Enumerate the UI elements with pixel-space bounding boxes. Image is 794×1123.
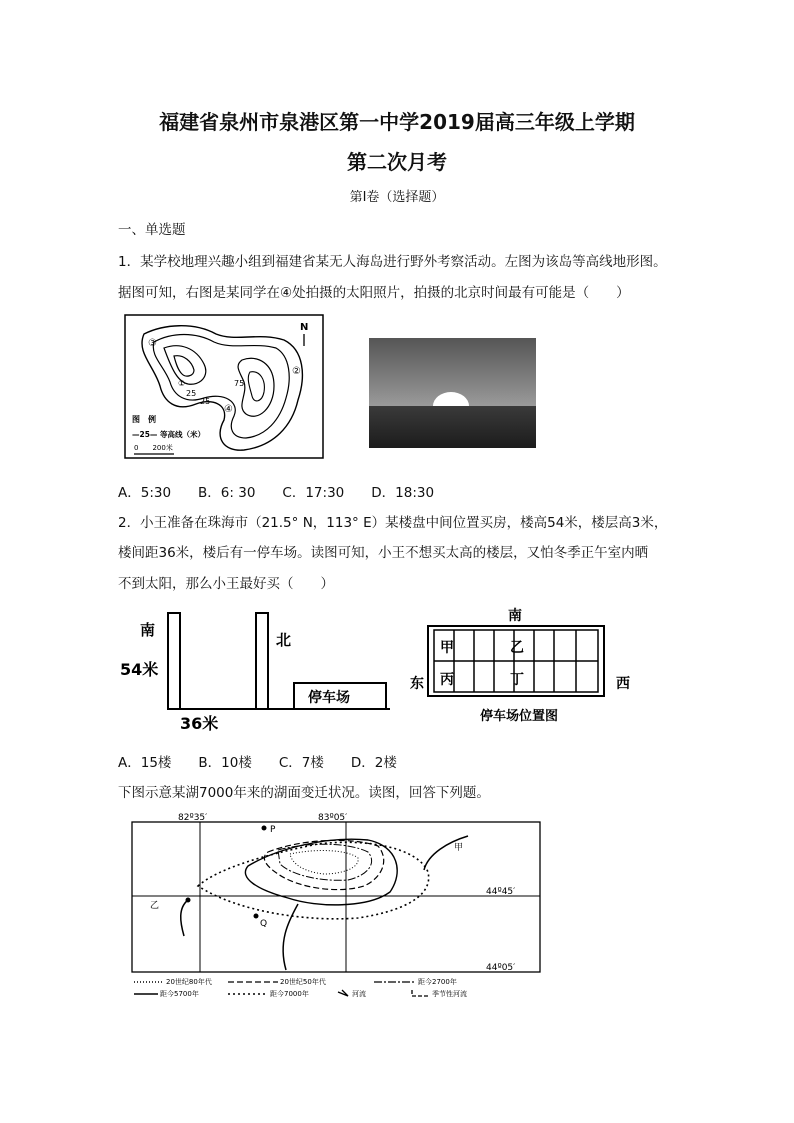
building-section-figure [118, 605, 398, 735]
legend-80s: 20世纪80年代 [166, 978, 212, 986]
grid-west: 西 [616, 676, 630, 692]
exam-title-line2: 第二次月考 [347, 150, 447, 174]
scale-bar: 0 200米 [134, 444, 173, 452]
island-contour-map [124, 314, 324, 459]
grid-south: 南 [508, 608, 522, 624]
contour-label-25a: 25 [186, 389, 197, 398]
marker-3: ③ [148, 338, 157, 349]
point-q: Q [260, 919, 268, 929]
q2-text-line1: 2．小王准备在珠海市（21.5° N，113° E）某楼盘中间位置买房，楼高54米，楼层高3米， [118, 515, 668, 531]
contour-label-75a: 75 [234, 379, 245, 388]
q1-options: A．5:30 B．6: 30 C．17:30 D．18:30 [118, 485, 435, 501]
point-p: P [270, 825, 276, 835]
point-jia: 甲 [454, 843, 464, 853]
label-parking: 停车场 [308, 690, 350, 706]
q2-text-line2: 楼间距36米，楼后有一停车场。读图可知，小王不想买太高的楼层，又怕冬季正午室内晒 [118, 545, 649, 561]
legend-2700: 距今2700年 [418, 978, 457, 986]
exam-title-line1: 福建省泉州市泉港区第一中学2019届高三年级上学期 [159, 110, 635, 134]
q2-options: A．15楼 B．10楼 C．7楼 D．2楼 [118, 755, 397, 771]
section-heading: 一、单选题 [118, 222, 186, 238]
legend-title: 图 例 [132, 415, 156, 424]
parking-layout-figure [408, 600, 638, 730]
label-north: 北 [276, 631, 292, 649]
lat-label-2: 44º05′ [486, 963, 516, 973]
cell-bing: 丙 [440, 672, 454, 688]
marker-1: ① [178, 379, 186, 388]
grid-east: 东 [410, 676, 424, 692]
legend-river: 河流 [352, 990, 366, 998]
cell-ding: 丁 [510, 672, 524, 688]
marker-2: ② [292, 366, 301, 377]
label-distance: 36米 [180, 714, 219, 733]
legend-contour: —25— 等高线（米） [132, 430, 206, 439]
section-volume: 第Ⅰ卷（选择题） [349, 190, 445, 205]
sunset-photo [369, 338, 536, 448]
legend-5700: 距今5700年 [160, 990, 199, 998]
legend-50s: 20世纪50年代 [280, 978, 326, 986]
lon-label-1: 82º35′ [178, 813, 208, 823]
label-south: 南 [140, 621, 156, 639]
q1-text-line1: 1．某学校地理兴趣小组到福建省某无人海岛进行野外考察活动。左图为该岛等高线地形图。 [118, 254, 667, 270]
contour-label-25b: 25 [200, 397, 211, 406]
cell-jia: 甲 [440, 640, 454, 656]
marker-4: ④ [224, 404, 233, 415]
legend-seasonal-river: 季节性河流 [432, 990, 467, 998]
lat-label-1: 44º45′ [486, 887, 516, 897]
legend-7000: 距今7000年 [270, 990, 309, 998]
q2-text-line3: 不到太阳，那么小王最好买（ ） [118, 576, 334, 592]
point-yi: 乙 [150, 901, 160, 911]
q1-text-line2: 据图可知，右图是某同学在④处拍摄的太阳照片，拍摄的北京时间最有可能是（ ） [118, 285, 630, 301]
label-height: 54米 [120, 660, 159, 679]
north-arrow: N [300, 322, 309, 333]
grid-caption: 停车场位置图 [480, 709, 559, 724]
lon-label-2: 83º05′ [318, 813, 348, 823]
q3-intro: 下图示意某湖7000年来的湖面变迁状况。读图，回答下列题。 [118, 785, 490, 801]
lake-change-map [128, 812, 548, 1002]
cell-yi: 乙 [510, 640, 524, 656]
